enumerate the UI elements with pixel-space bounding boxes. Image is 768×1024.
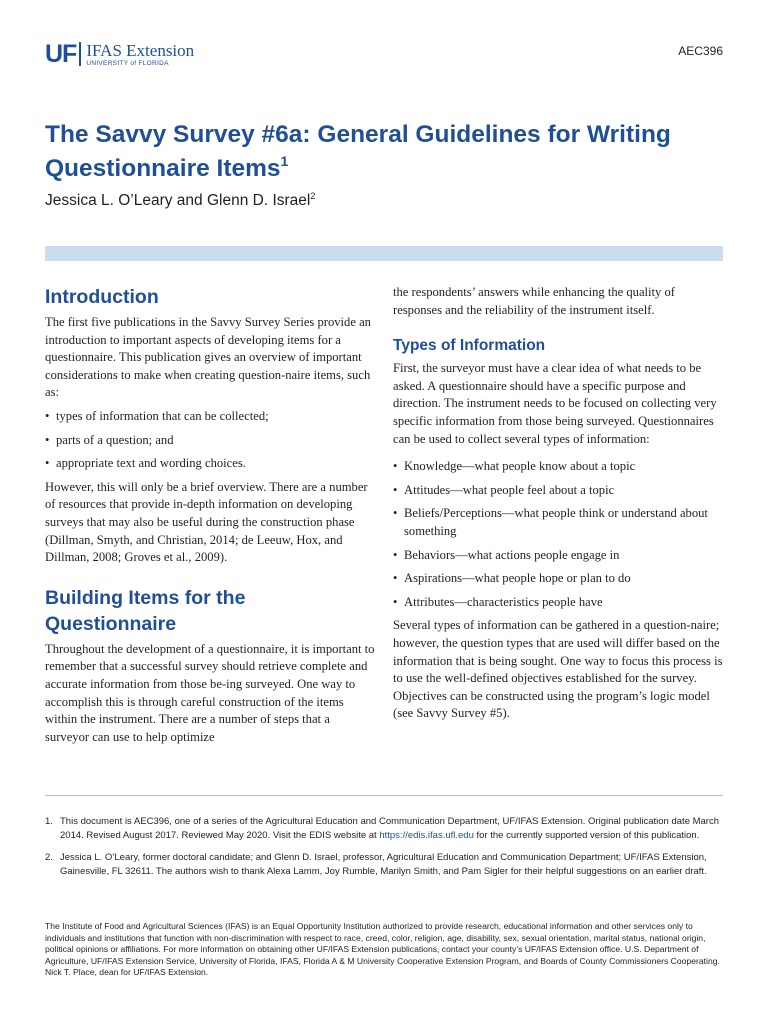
footnotes	[45, 815, 725, 878]
document-title	[45, 118, 735, 186]
right-column	[393, 284, 723, 723]
continued-paragraph: the respondents’ answers while enhancing the quality of responses and the reliability of the instrument itself.	[393, 285, 675, 317]
introduction-heading: Introduction	[45, 286, 159, 308]
types-of-information-heading: Types of Information	[393, 337, 546, 355]
closing-paragraph: Several types of information can be gathered in a question-naire; however, the question types that are used will differ based on the information that is being sought. One way to focus this process is to use the well-defined objectives established for the survey. Objectives can be constructed using the program’s logic model (see Savvy Survey #5).	[393, 618, 723, 721]
list-item: • Aspirations—what people hope or plan to do	[393, 570, 723, 588]
building-items-heading	[45, 585, 375, 637]
logo-uf-mark: UF	[45, 40, 77, 68]
list-item: • Knowledge—what people know about a topic	[393, 458, 723, 476]
footnote-divider	[45, 795, 723, 796]
list-item: • parts of a question; and	[45, 432, 375, 450]
building-items-heading-line1: Building Items for the	[45, 586, 246, 609]
footnote-text: Jessica L. O’Leary, former doctoral candidate; and Glenn D. Israel, professor, Agricultural Education and Communication Department; UF/IFAS Extension, Gainesville, FL 32611. The authors wish to thank Alexa Lamm, Joy Rumble, Marilyn Smith, and Pam Sigler for their helpful suggestions on an earlier draft.	[60, 852, 707, 877]
footnote-text-end: for the currently supported version of this publication.	[473, 829, 700, 841]
ifas-extension-logo	[45, 42, 194, 70]
left-column	[45, 284, 375, 746]
logo-university-text: UNIVERSITY of FLORIDA	[86, 60, 169, 67]
list-item: • appropriate text and wording choices.	[45, 455, 375, 473]
equal-opportunity-disclaimer: The Institute of Food and Agricultural Sciences (IFAS) is an Equal Opportunity Institution authorized to provide research, educational information and other services only to individuals and institutions that function with non-discrimination with respect to race, creed, color, religion, age, disability, sex, sexual orientation, marital status, national origin, political opinions or affiliations. For more information on obtaining other UF/IFAS Extension publications, contact your county’s UF/IFAS Extension office. U.S. Department of Agriculture, UF/IFAS Extension Service, University of Florida, IFAS, Florida A & M University Cooperative Extension Program, and Boards of County Commissioners Cooperating. Nick T. Place, dean for UF/IFAS Extension.	[45, 921, 720, 977]
introduction-bullet-list	[45, 408, 375, 473]
footnote-2	[45, 851, 725, 878]
types-of-information-paragraph: First, the surveyor must have a clear idea of what needs to be asked. A questionnaire should have a specific purpose and direction. The instrument needs to be focused on collecting very specific information from those being surveyed. Questionnaires can be used to collect several types of information:	[393, 361, 717, 446]
title-footnote-marker[interactable]: 1	[280, 153, 289, 169]
building-items-heading-line2: Questionnaire	[45, 612, 177, 635]
list-item: • Attributes—characteristics people have	[393, 594, 723, 612]
introduction-paragraph: The first five publications in the Savvy Survey Series provide an introduction to important aspects of developing items for a questionnaire. This publication gives an overview of important considerations to make when creating question-naire items, such as:	[45, 315, 371, 400]
logo-extension-text: IFAS Extension	[86, 41, 195, 60]
title-text: The Savvy Survey #6a: General Guidelines for Writing Questionnaire Items	[45, 121, 671, 182]
authors-text: Jessica L. O’Leary and Glenn D. Israel	[45, 192, 311, 209]
edis-website-link[interactable]: https://edis.ifas.ufl.edu	[379, 829, 474, 841]
list-item: • types of information that can be collected;	[45, 408, 375, 426]
list-item: • Behaviors—what actions people engage in	[393, 547, 723, 565]
footnote-1	[45, 815, 725, 842]
footnote-number: 1.	[45, 816, 53, 827]
logo-divider	[79, 42, 81, 66]
authors-footnote-marker[interactable]: 2	[310, 191, 316, 201]
header-divider-band	[45, 246, 723, 261]
building-items-paragraph: Throughout the development of a questionnaire, it is important to remember that a successful survey should retrieve complete and accurate information from those be-ing surveyed. One way to accomplish this is through careful construction of the items within the instrument. There are a number of steps that a surveyor can use to help optimize	[45, 641, 375, 744]
authors-line	[45, 192, 315, 210]
publication-id: AEC396	[678, 44, 723, 58]
footnote-text: This document is AEC396, one of a series of the Agricultural Education and Communication Department, UF/IFAS Extension. Original publication date March 2014. Revised August 2017. Reviewed May 2020. Visit the EDIS website at	[60, 816, 720, 841]
list-item: • Attitudes—what people feel about a topic	[393, 482, 723, 500]
footnote-number: 2.	[45, 852, 53, 863]
overview-paragraph: However, this will only be a brief overview. There are a number of resources that provide in-depth information on developing surveys that may also be useful during the construction phase (Dillman, Smyth, and Christian, 2014; de Leeuw, Hox, and Dillman, 2008; Groves et al., 2009).	[45, 479, 368, 565]
types-of-information-bullet-list	[393, 458, 723, 611]
list-item: • Beliefs/Perceptions—what people think or understand about something	[393, 505, 723, 540]
